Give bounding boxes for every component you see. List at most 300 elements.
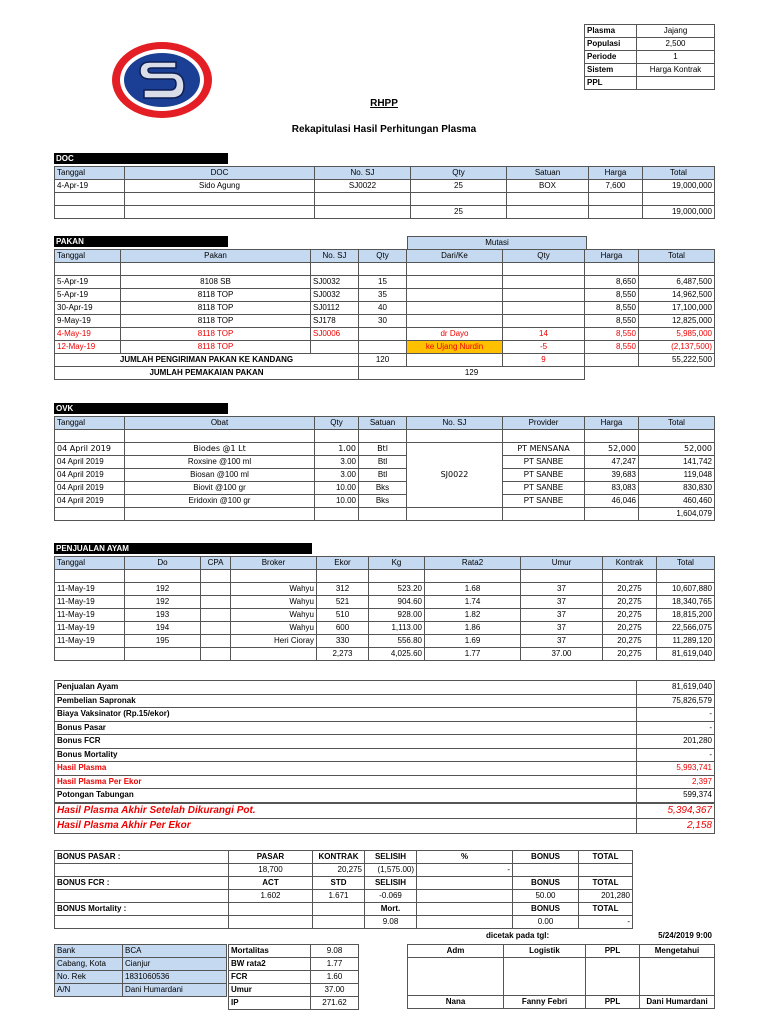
bank-row	[55, 984, 227, 997]
table-cell: 20,275	[603, 596, 657, 609]
signature-table	[407, 944, 715, 1009]
table-cell: 11,289,120	[657, 635, 715, 648]
table-cell: 25	[411, 206, 507, 219]
table-cell: Total	[639, 250, 715, 263]
table-cell: 10.00	[315, 482, 359, 495]
summary-table	[54, 680, 715, 803]
table-cell: 904.60	[369, 596, 425, 609]
table-cell: 30-Apr-19	[55, 302, 121, 315]
table-cell: 8,650	[585, 276, 639, 289]
table-header	[55, 417, 715, 430]
table-header	[55, 250, 715, 263]
table-cell: Roxsine @100 ml	[125, 456, 315, 469]
table-cell: Bank	[55, 945, 123, 958]
table-cell: JUMLAH PEMAKAIAN PAKAN	[55, 367, 359, 380]
table-cell: 8118 TOP	[121, 328, 311, 341]
table-cell: 201,280	[579, 890, 633, 903]
info-row	[585, 77, 715, 90]
table-cell: 25	[411, 180, 507, 193]
table-cell: Wahyu	[231, 596, 317, 609]
table-cell: Mengetahui	[640, 945, 715, 958]
table-cell: 1,113.00	[369, 622, 425, 635]
table-cell: 8118 TOP	[121, 315, 311, 328]
table-total-row	[55, 367, 715, 380]
table-cell: 04 April 2019	[55, 469, 125, 482]
table-cell: Dani Humardani	[640, 996, 715, 1009]
signature-header-row	[408, 945, 715, 958]
table-cell: JUMLAH PENGIRIMAN PAKAN KE KANDANG	[55, 354, 359, 367]
table-cell	[311, 341, 359, 354]
table-cell: A/N	[55, 984, 123, 997]
table-cell: PASAR	[229, 851, 313, 864]
bonus-row	[55, 890, 633, 903]
signature-name-row	[408, 996, 715, 1009]
table-cell: 556.80	[369, 635, 425, 648]
ayam-table	[54, 556, 715, 661]
table-cell: 1.602	[229, 890, 313, 903]
table-row	[55, 570, 715, 583]
table-row	[55, 328, 715, 341]
table-cell: 4-May-19	[55, 328, 121, 341]
table-cell: Wahyu	[231, 583, 317, 596]
table-cell: 83,083	[585, 482, 639, 495]
doc-table	[54, 166, 715, 219]
summary-row	[55, 789, 715, 803]
table-cell: 04 April 2019	[55, 456, 125, 469]
table-cell: 8,550	[585, 315, 639, 328]
table-cell: BONUS	[513, 851, 579, 864]
table-cell: 8,550	[585, 341, 639, 354]
table-cell: 8,550	[585, 289, 639, 302]
stat-row	[229, 971, 359, 984]
mutasi-header: Mutasi	[407, 236, 587, 250]
table-cell: SELISIH	[365, 851, 417, 864]
table-cell: 11-May-19	[55, 622, 125, 635]
table-cell: Dani Humardani	[123, 984, 227, 997]
table-cell: 19,000,000	[643, 180, 715, 193]
bonus-row	[55, 877, 633, 890]
table-cell: FCR	[229, 971, 311, 984]
table-cell: 17,100,000	[639, 302, 715, 315]
table-cell	[407, 289, 503, 302]
table-cell	[637, 77, 715, 90]
table-cell: Qty	[315, 417, 359, 430]
table-cell: PT SANBE	[503, 469, 585, 482]
bank-info-table	[54, 944, 227, 997]
table-cell: 8,550	[585, 302, 639, 315]
table-cell: 8118 TOP	[121, 289, 311, 302]
table-cell	[407, 276, 503, 289]
table-cell: 11-May-19	[55, 609, 125, 622]
summary-row	[55, 681, 715, 695]
table-cell: SJ0112	[311, 302, 359, 315]
summary-final-row	[55, 819, 715, 834]
table-cell: Sido Agung	[125, 180, 315, 193]
table-cell: BONUS FCR :	[55, 877, 229, 890]
table-cell: Do	[125, 557, 201, 570]
table-cell: 2,158	[637, 819, 715, 834]
table-cell: 5,985,000	[639, 328, 715, 341]
table-cell	[359, 328, 407, 341]
bonus-row	[55, 916, 633, 929]
table-total-row	[55, 354, 715, 367]
table-cell: 10.00	[315, 495, 359, 508]
table-cell: SELISIH	[365, 877, 417, 890]
table-cell: Hasil Plasma Akhir Per Ekor	[55, 819, 637, 834]
table-cell: 1.60	[311, 971, 359, 984]
table-cell: 12,825,000	[639, 315, 715, 328]
table-cell: Fanny Febri	[504, 996, 586, 1009]
stat-row	[229, 997, 359, 1010]
table-cell: Btl	[359, 456, 407, 469]
info-row	[585, 25, 715, 38]
table-cell: 39,683	[585, 469, 639, 482]
table-cell: Populasi	[585, 38, 637, 51]
table-cell: 52,000	[585, 443, 639, 456]
summary-row	[55, 762, 715, 776]
table-cell: PPL	[586, 996, 640, 1009]
company-logo	[110, 38, 214, 122]
printed-label: dicetak pada tgl:	[486, 931, 550, 940]
table-cell: 14	[503, 328, 585, 341]
table-cell: 194	[125, 622, 201, 635]
bank-row	[55, 945, 227, 958]
table-cell: PT SANBE	[503, 456, 585, 469]
table-cell: -0.069	[365, 890, 417, 903]
table-cell: 19,000,000	[643, 206, 715, 219]
table-cell: 04 April 2019	[55, 443, 125, 456]
table-cell: 5-Apr-19	[55, 276, 121, 289]
table-cell: 521	[317, 596, 369, 609]
table-row	[55, 263, 715, 276]
table-cell: Logistik	[504, 945, 586, 958]
table-header	[55, 557, 715, 570]
table-cell: 1	[637, 51, 715, 64]
table-cell	[579, 864, 633, 877]
table-cell: Tanggal	[55, 417, 125, 430]
table-cell: 18,340,765	[657, 596, 715, 609]
table-cell	[503, 276, 585, 289]
table-cell: 20,275	[313, 864, 365, 877]
table-cell: Pembelian Sapronak	[55, 694, 637, 708]
table-cell: SJ0022	[407, 443, 503, 508]
table-cell: PPL	[586, 945, 640, 958]
table-cell	[55, 916, 229, 929]
table-cell	[417, 916, 513, 929]
table-row	[55, 622, 715, 635]
page-title: RHPP	[370, 98, 398, 109]
table-cell: 11-May-19	[55, 583, 125, 596]
table-cell: 9-May-19	[55, 315, 121, 328]
section-penjualan-ayam: PENJUALAN AYAM	[54, 543, 312, 554]
table-cell: 1.77	[311, 958, 359, 971]
table-row	[55, 596, 715, 609]
table-cell: 830,830	[639, 482, 715, 495]
table-cell: PT SANBE	[503, 482, 585, 495]
table-cell: TOTAL	[579, 903, 633, 916]
table-cell: Btl	[359, 443, 407, 456]
table-cell: Total	[643, 167, 715, 180]
stat-row	[229, 945, 359, 958]
table-cell: 3.00	[315, 469, 359, 482]
table-cell: Harga	[585, 250, 639, 263]
table-cell: 75,826,579	[637, 694, 715, 708]
table-cell: Ekor	[317, 557, 369, 570]
table-cell: Harga Kontrak	[637, 64, 715, 77]
info-row	[585, 64, 715, 77]
table-cell: Kontrak	[603, 557, 657, 570]
table-cell: Btl	[359, 469, 407, 482]
bank-row	[55, 971, 227, 984]
table-row	[55, 635, 715, 648]
table-cell: 52,000	[639, 443, 715, 456]
page-subtitle: Rekapitulasi Hasil Perhitungan Plasma	[291, 124, 477, 135]
table-cell: Sistem	[585, 64, 637, 77]
table-cell: Wahyu	[231, 622, 317, 635]
table-row	[55, 315, 715, 328]
table-cell: 4,025.60	[369, 648, 425, 661]
table-cell: 10,607,880	[657, 583, 715, 596]
table-cell	[201, 622, 231, 635]
table-cell: 1.74	[425, 596, 521, 609]
table-cell: 50.00	[513, 890, 579, 903]
table-cell: 1.00	[315, 443, 359, 456]
table-cell	[513, 864, 579, 877]
table-cell: Dari/Ke	[407, 250, 503, 263]
table-cell: 8,550	[585, 328, 639, 341]
table-cell: Plasma	[585, 25, 637, 38]
table-cell: 9.08	[311, 945, 359, 958]
printed-date: 5/24/2019 9:00	[658, 931, 712, 940]
table-cell: -	[417, 864, 513, 877]
table-cell: 460,460	[639, 495, 715, 508]
table-cell: 81,619,040	[657, 648, 715, 661]
table-cell: 15	[359, 276, 407, 289]
table-cell: -	[637, 708, 715, 722]
table-cell: 4-Apr-19	[55, 180, 125, 193]
table-cell: 201,280	[637, 735, 715, 749]
table-cell	[417, 890, 513, 903]
table-cell: 600	[317, 622, 369, 635]
table-cell: Periode	[585, 51, 637, 64]
summary-final-table	[54, 803, 715, 834]
table-cell: 46,046	[585, 495, 639, 508]
table-cell: CPA	[201, 557, 231, 570]
table-cell	[503, 315, 585, 328]
table-cell: Qty	[503, 250, 585, 263]
table-cell	[313, 903, 365, 916]
table-cell: Bks	[359, 495, 407, 508]
table-cell	[201, 583, 231, 596]
table-cell: 1,604,079	[639, 508, 715, 521]
table-cell: 37.00	[521, 648, 603, 661]
table-cell: Mortalitas	[229, 945, 311, 958]
table-cell: IP	[229, 997, 311, 1010]
table-cell: Penjualan Ayam	[55, 681, 637, 695]
table-cell	[55, 864, 229, 877]
table-cell: 1.86	[425, 622, 521, 635]
table-cell: 193	[125, 609, 201, 622]
ovk-table	[54, 416, 715, 521]
table-cell: 7,600	[589, 180, 643, 193]
table-cell: BONUS	[513, 877, 579, 890]
table-cell: 1.671	[313, 890, 365, 903]
table-cell: 37	[521, 622, 603, 635]
table-cell	[55, 890, 229, 903]
table-cell: 1831060536	[123, 971, 227, 984]
table-cell: Qty	[411, 167, 507, 180]
table-cell: 0.00	[513, 916, 579, 929]
table-cell: Broker	[231, 557, 317, 570]
stats-table	[228, 944, 359, 1010]
table-cell: Bks	[359, 482, 407, 495]
table-cell: 04 April 2019	[55, 482, 125, 495]
section-pakan: PAKAN	[54, 236, 228, 247]
table-cell: SJ0032	[311, 289, 359, 302]
table-cell: Cianjur	[123, 958, 227, 971]
table-cell	[201, 609, 231, 622]
table-cell: 312	[317, 583, 369, 596]
table-cell: -5	[503, 341, 585, 354]
table-cell: 18,815,200	[657, 609, 715, 622]
info-row	[585, 38, 715, 51]
table-cell: TOTAL	[579, 851, 633, 864]
bank-row	[55, 958, 227, 971]
table-cell: 2,397	[637, 775, 715, 789]
table-cell: 9.08	[365, 916, 417, 929]
table-cell	[313, 916, 365, 929]
table-cell: TOTAL	[579, 877, 633, 890]
stat-row	[229, 984, 359, 997]
table-total-row	[55, 206, 715, 219]
table-row	[55, 193, 715, 206]
table-cell: Kg	[369, 557, 425, 570]
table-cell	[417, 903, 513, 916]
table-cell: Tanggal	[55, 167, 125, 180]
table-cell: Total	[639, 417, 715, 430]
table-cell: 141,742	[639, 456, 715, 469]
table-cell: 6,487,500	[639, 276, 715, 289]
table-cell: 1.69	[425, 635, 521, 648]
table-cell: BONUS Mortality :	[55, 903, 229, 916]
table-cell: Biosan @100 ml	[125, 469, 315, 482]
table-cell: Satuan	[359, 417, 407, 430]
table-cell: 523.20	[369, 583, 425, 596]
table-cell: SJ0032	[311, 276, 359, 289]
table-cell: Umur	[521, 557, 603, 570]
table-cell	[407, 302, 503, 315]
table-cell: 120	[359, 354, 407, 367]
stat-row	[229, 958, 359, 971]
summary-row	[55, 775, 715, 789]
table-cell: Tanggal	[55, 557, 125, 570]
table-cell: 1.82	[425, 609, 521, 622]
table-row	[55, 609, 715, 622]
table-cell: STD	[313, 877, 365, 890]
table-cell: 37	[521, 609, 603, 622]
table-row	[55, 456, 715, 469]
table-row	[55, 495, 715, 508]
table-cell: 37.00	[311, 984, 359, 997]
bonus-row	[55, 903, 633, 916]
table-cell: 8118 TOP	[121, 341, 311, 354]
table-row	[55, 341, 715, 354]
table-cell: Provider	[503, 417, 585, 430]
table-row	[55, 302, 715, 315]
table-cell: 11-May-19	[55, 635, 125, 648]
table-cell: 20,275	[603, 583, 657, 596]
table-cell: BCA	[123, 945, 227, 958]
table-cell: No. SJ	[315, 167, 411, 180]
table-cell	[407, 315, 503, 328]
table-cell: 5,993,741	[637, 762, 715, 776]
table-cell: 330	[317, 635, 369, 648]
table-cell: Potongan Tabungan	[55, 789, 637, 803]
table-cell: Harga	[585, 417, 639, 430]
table-cell	[503, 289, 585, 302]
table-cell: Nana	[408, 996, 504, 1009]
table-cell: 271.62	[311, 997, 359, 1010]
table-cell: 81,619,040	[637, 681, 715, 695]
table-cell: 599,374	[637, 789, 715, 803]
table-cell: 20,275	[603, 609, 657, 622]
table-cell	[229, 916, 313, 929]
table-cell: 1.77	[425, 648, 521, 661]
table-cell: 37	[521, 583, 603, 596]
summary-final-row	[55, 804, 715, 819]
table-cell: Satuan	[507, 167, 589, 180]
table-cell: (1,575.00)	[365, 864, 417, 877]
table-cell	[201, 635, 231, 648]
table-cell: 22,566,075	[657, 622, 715, 635]
table-total-row	[55, 508, 715, 521]
summary-row	[55, 721, 715, 735]
table-cell: PT SANBE	[503, 495, 585, 508]
table-cell: Rata2	[425, 557, 521, 570]
table-cell: 20,275	[603, 635, 657, 648]
table-cell: KONTRAK	[313, 851, 365, 864]
table-cell: 37	[521, 635, 603, 648]
table-cell: Harga	[589, 167, 643, 180]
table-cell: -	[579, 916, 633, 929]
table-cell: SJ0006	[311, 328, 359, 341]
table-row	[55, 482, 715, 495]
table-cell: Pakan	[121, 250, 311, 263]
info-row	[585, 51, 715, 64]
table-cell: ACT	[229, 877, 313, 890]
table-cell: BOX	[507, 180, 589, 193]
table-cell: 30	[359, 315, 407, 328]
table-cell: Jajang	[637, 25, 715, 38]
table-cell: SJ178	[311, 315, 359, 328]
table-cell: 510	[317, 609, 369, 622]
table-cell: Hasil Plasma	[55, 762, 637, 776]
table-cell: Mort.	[365, 903, 417, 916]
table-cell: Bonus FCR	[55, 735, 637, 749]
table-cell: 129	[359, 367, 585, 380]
table-row	[55, 469, 715, 482]
table-cell: Heri Cioray	[231, 635, 317, 648]
table-cell: Biovit @100 gr	[125, 482, 315, 495]
summary-row	[55, 748, 715, 762]
table-cell: BW rata2	[229, 958, 311, 971]
table-cell: Bonus Mortality	[55, 748, 637, 762]
table-cell: 5,394,367	[637, 804, 715, 819]
bonus-table	[54, 850, 633, 929]
table-cell: 3.00	[315, 456, 359, 469]
table-cell: BONUS	[513, 903, 579, 916]
table-cell: 192	[125, 596, 201, 609]
